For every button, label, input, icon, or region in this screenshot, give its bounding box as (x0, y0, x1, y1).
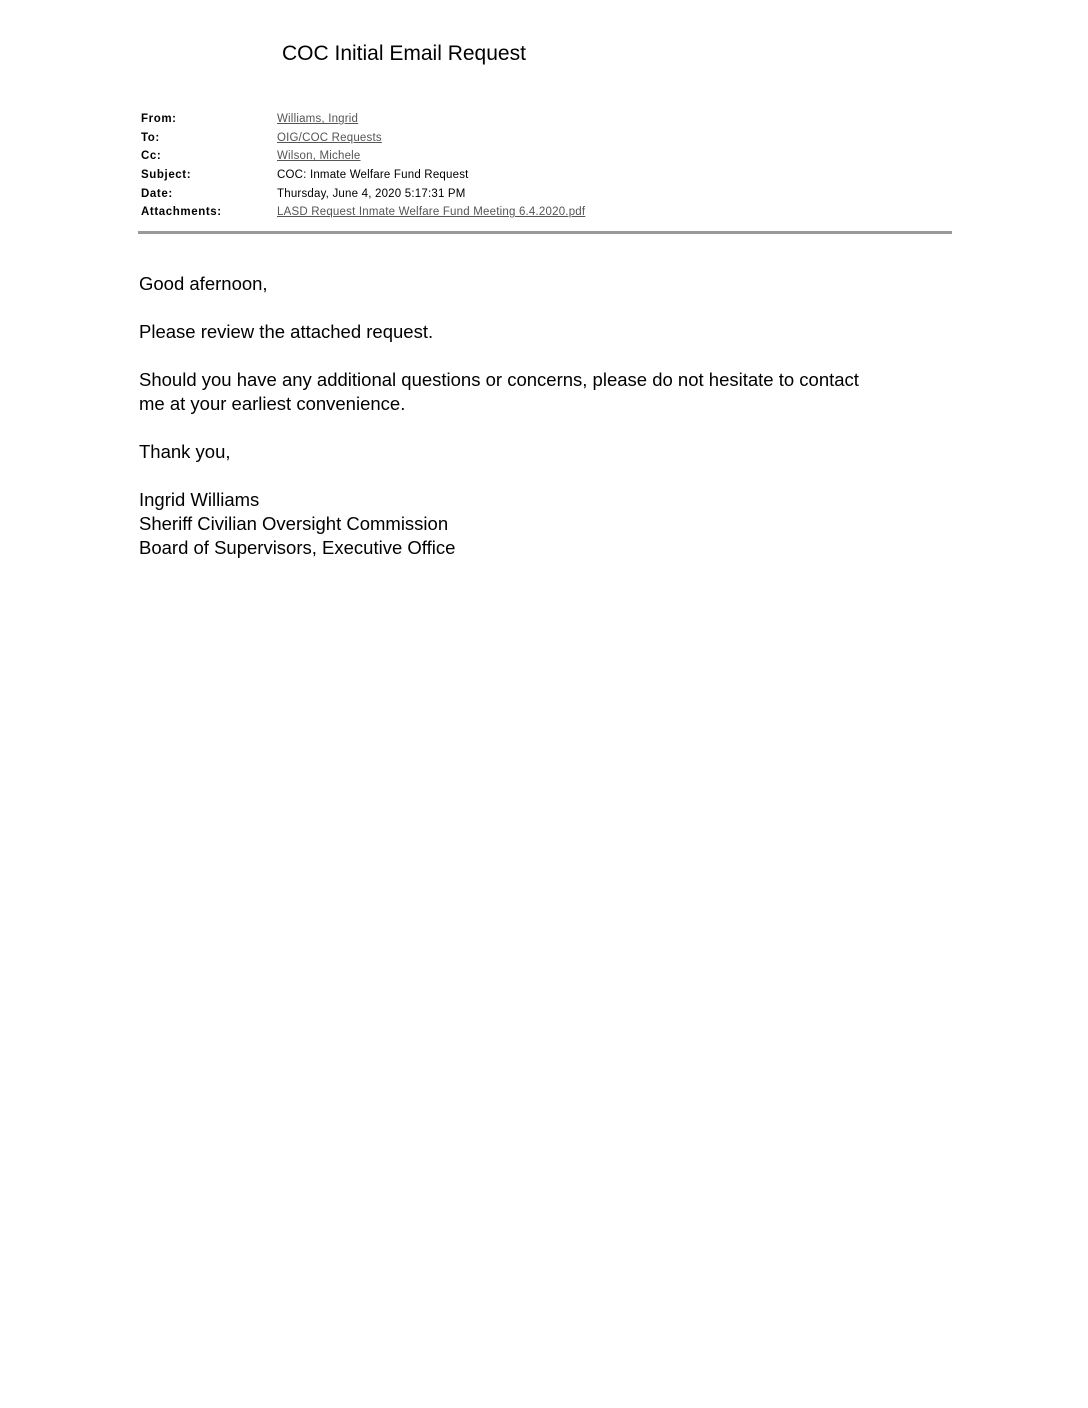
page-title: COC Initial Email Request (282, 42, 526, 65)
body-line-contact-2: me at your earliest convenience. (139, 393, 406, 414)
signature-name: Ingrid Williams (139, 489, 260, 510)
subject-value: COC: Inmate Welfare Fund Request (277, 169, 469, 182)
signature-block (139, 488, 939, 560)
email-header (141, 110, 585, 222)
greeting: Good afernoon, (139, 273, 268, 294)
signature-org: Sheriff Civilian Oversight Commission (139, 513, 449, 534)
from-link[interactable]: Williams, Ingrid (277, 113, 359, 126)
date-label: Date: (141, 187, 173, 200)
attachment-link[interactable]: LASD Request Inmate Welfare Fund Meeting 6.4.2020.pdf (277, 206, 586, 219)
to-label: To: (141, 131, 160, 144)
cc-row (141, 147, 585, 166)
attachments-row (141, 203, 585, 222)
cc-link[interactable]: Wilson, Michele (277, 150, 361, 163)
from-label: From: (141, 113, 177, 126)
date-row (141, 184, 585, 203)
body-paragraph-contact (139, 368, 939, 416)
email-body (139, 272, 939, 584)
to-link[interactable]: OIG/COC Requests (277, 131, 382, 144)
subject-row (141, 166, 585, 185)
from-row (141, 110, 585, 129)
cc-label: Cc: (141, 150, 162, 163)
body-line-review: Please review the attached request. (139, 321, 434, 342)
closing: Thank you, (139, 441, 231, 462)
header-divider (138, 231, 952, 234)
subject-label: Subject: (141, 169, 192, 182)
signature-dept: Board of Supervisors, Executive Office (139, 537, 456, 558)
date-value: Thursday, June 4, 2020 5:17:31 PM (277, 187, 466, 200)
attachments-label: Attachments: (141, 206, 222, 219)
to-row (141, 129, 585, 148)
body-line-contact-1: Should you have any additional questions or concerns, please do not hesitate to contact (139, 369, 859, 390)
